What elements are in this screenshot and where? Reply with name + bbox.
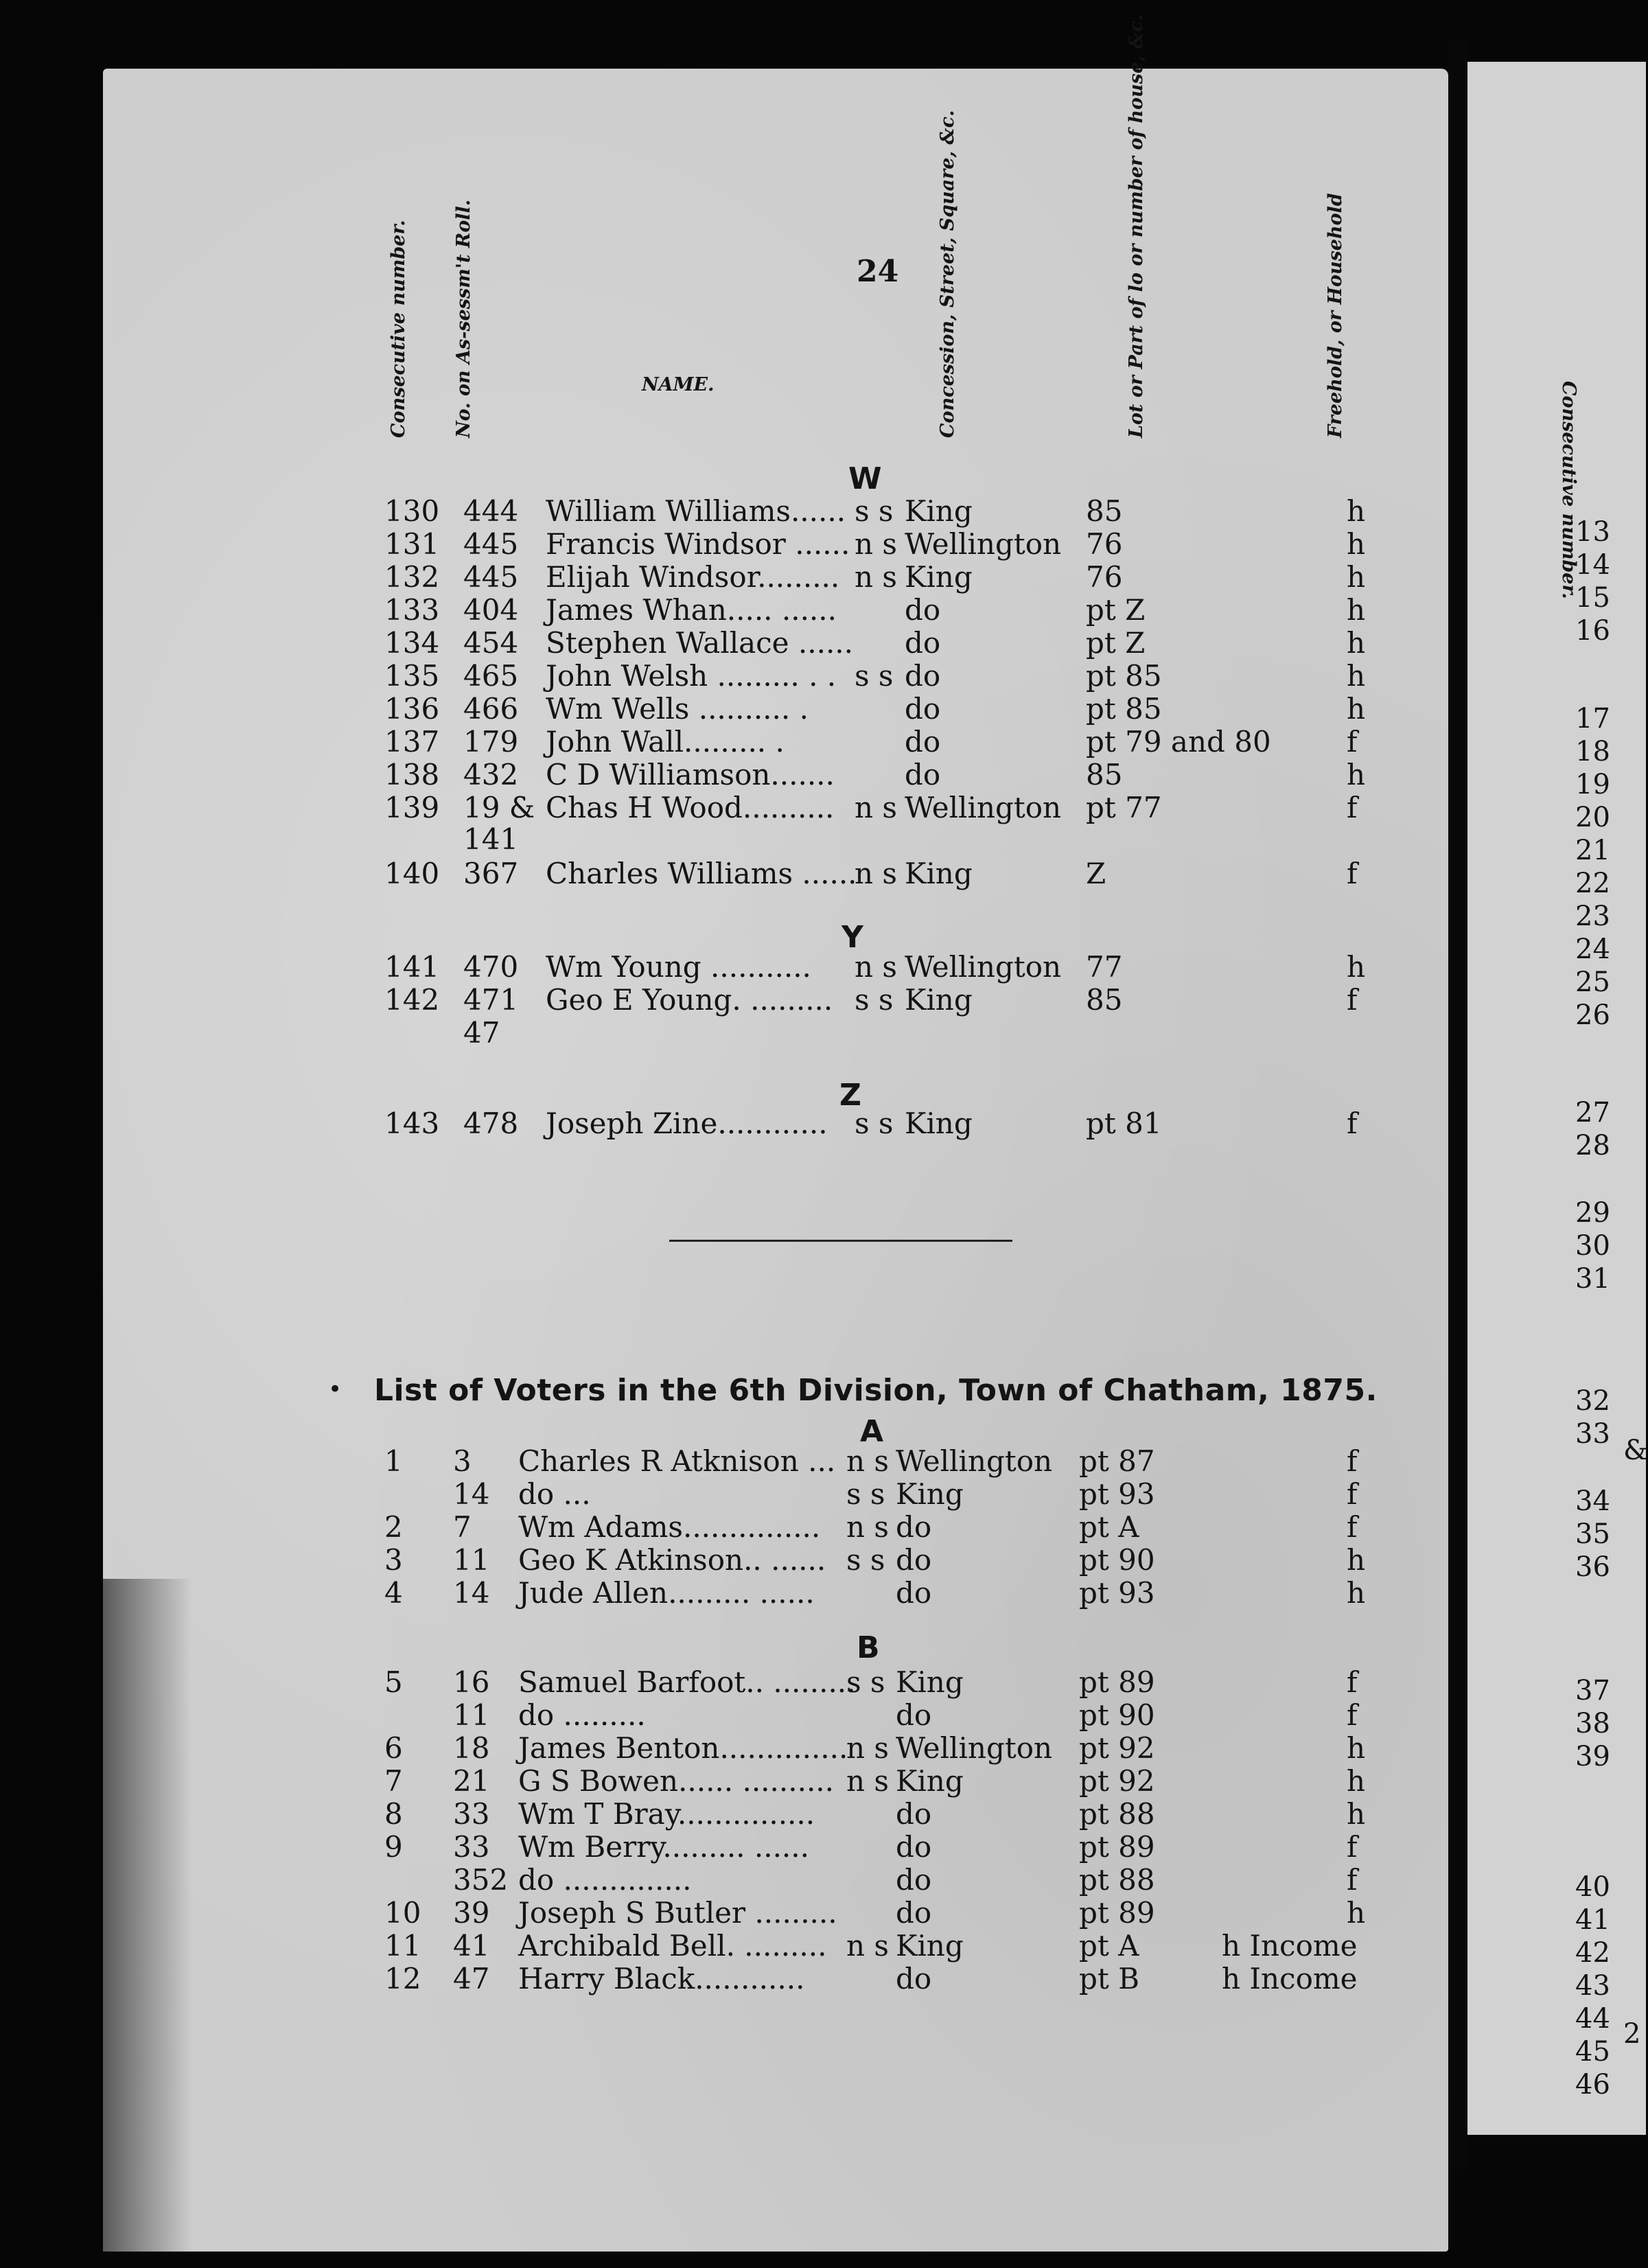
cell-side: n s (846, 1510, 889, 1544)
cell-cons: 142 (384, 983, 440, 1017)
cell-lot: 85 (1086, 983, 1123, 1017)
cell-cons: 136 (384, 692, 440, 726)
cell-lot: pt 77 (1086, 791, 1162, 824)
cell-roll: 454 (463, 626, 519, 660)
cell-roll: 3 (453, 1444, 472, 1478)
cell-fh: f (1347, 725, 1358, 759)
cell-street: do (896, 1543, 932, 1577)
facing-page-number: 19 (1575, 769, 1610, 800)
cell-lot: Z (1086, 857, 1106, 890)
cell-name: Harry Black............ (518, 1962, 805, 1995)
cell-roll: 465 (463, 659, 519, 693)
cell-fh: h Income (1222, 1962, 1358, 1995)
cell-roll: 445 (463, 527, 519, 561)
cell-cons: 138 (384, 758, 440, 791)
cell-side: s s (846, 1543, 885, 1577)
cell-cons: 9 (384, 1830, 403, 1864)
facing-page-number: 40 (1575, 1871, 1610, 1903)
cell-fh: f (1347, 1665, 1358, 1699)
facing-page-number: 28 (1575, 1130, 1610, 1161)
cell-lot: pt B (1079, 1962, 1139, 1995)
cell-street: do (896, 1797, 932, 1831)
cell-cons: 133 (384, 593, 440, 627)
cell-side: n s (855, 950, 897, 984)
cell-side: s s (855, 494, 894, 528)
facing-page-number: 34 (1575, 1485, 1610, 1517)
cell-fh: h (1347, 1764, 1366, 1798)
cell-roll: 466 (463, 692, 519, 726)
cell-roll: 471 (463, 983, 519, 1017)
cell-cons: 7 (384, 1764, 403, 1798)
facing-page-number: 38 (1575, 1708, 1610, 1739)
header-concession (938, 280, 958, 438)
cell-street: do (896, 1510, 932, 1544)
cell-name: C D Williamson....... (546, 758, 835, 791)
cell-fh: h (1347, 1731, 1366, 1765)
cell-name: Wm Berry......... ...... (518, 1830, 809, 1864)
header-roll: No. on As-sessm't Roll. (453, 199, 474, 438)
cell-lot: pt 88 (1079, 1797, 1155, 1831)
facing-page-number: 41 (1575, 1904, 1610, 1936)
cell-side: s s (846, 1665, 885, 1699)
cell-name: James Whan..... ...... (546, 593, 837, 627)
cell-street: do (905, 659, 941, 693)
header-lot (1127, 280, 1146, 438)
section-divider-rule (669, 1240, 1012, 1242)
cell-street: King (896, 1764, 964, 1798)
cell-name: do ... (518, 1477, 591, 1511)
cell-name: do ......... (518, 1698, 646, 1732)
bullet-mark: • (328, 1376, 343, 1403)
cell-name: Archibald Bell. ......... (518, 1929, 827, 1963)
cell-cons: 141 (384, 950, 440, 984)
cell-side: n s (846, 1929, 889, 1963)
cell-street: King (905, 494, 973, 528)
cell-fh: h (1347, 1576, 1366, 1610)
facing-page-number: 22 (1575, 868, 1610, 899)
cell-fh: h (1347, 626, 1366, 660)
facing-page-number: 14 (1575, 549, 1610, 581)
cell-cons: 140 (384, 857, 440, 890)
facing-page-number: 33 (1575, 1418, 1610, 1450)
cell-street: King (896, 1665, 964, 1699)
facing-page-number: 17 (1575, 703, 1610, 734)
cell-roll: 19 & (463, 791, 535, 824)
cell-cons: 139 (384, 791, 440, 824)
cell-name: Joseph S Butler ......... (518, 1896, 837, 1930)
cell-lot: 76 (1086, 560, 1123, 594)
facing-page-number: 27 (1575, 1097, 1610, 1129)
cell-name: Geo E Young. ......... (546, 983, 833, 1017)
cell-side: n s (855, 791, 897, 824)
cell-street: do (896, 1830, 932, 1864)
facing-page-number: 24 (1575, 934, 1610, 965)
cell-fh: h (1347, 494, 1366, 528)
cell-fh: h (1347, 593, 1366, 627)
cell-street: do (896, 1698, 932, 1732)
cell-roll: 47 (463, 1016, 500, 1050)
cell-roll: 11 (453, 1698, 490, 1732)
facing-page-header: Consecutive number. (1558, 381, 1579, 599)
list-title: List of Voters in the 6th Division, Town of Chatham, 1875. (374, 1373, 1378, 1408)
cell-street: King (905, 1107, 973, 1140)
cell-lot: 77 (1086, 950, 1123, 984)
facing-page-number: 44 (1575, 2003, 1610, 2035)
facing-page-number: 21 (1575, 835, 1610, 866)
facing-page-number: 13 (1575, 516, 1610, 548)
cell-fh: h (1347, 1543, 1366, 1577)
cell-roll: 41 (453, 1929, 490, 1963)
section-letter-w: W (848, 461, 882, 496)
cell-roll: 367 (463, 857, 519, 890)
cell-cons: 1 (384, 1444, 403, 1478)
cell-side: s s (855, 1107, 894, 1140)
cell-street: King (896, 1929, 964, 1963)
cell-side: n s (855, 857, 897, 890)
cell-name: Elijah Windsor......... (546, 560, 840, 594)
cell-fh: h (1347, 659, 1366, 693)
cell-cons: 132 (384, 560, 440, 594)
facing-page-number: 30 (1575, 1230, 1610, 1262)
cell-name: Wm Wells .......... . (546, 692, 809, 726)
cell-lot: pt 93 (1079, 1477, 1155, 1511)
cell-cons: 135 (384, 659, 440, 693)
facing-page-edge-mark: & (1623, 1435, 1648, 1466)
facing-page-number: 39 (1575, 1741, 1610, 1772)
cell-street: do (905, 593, 941, 627)
cell-roll: 11 (453, 1543, 490, 1577)
cell-cons: 10 (384, 1896, 421, 1930)
cell-cons: 2 (384, 1510, 403, 1544)
cell-cons: 3 (384, 1543, 403, 1577)
cell-street: Wellington (896, 1731, 1053, 1765)
cell-fh: h (1347, 758, 1366, 791)
cell-name: William Williams...... (546, 494, 846, 528)
cell-roll: 404 (463, 593, 519, 627)
cell-lot: pt 85 (1086, 692, 1162, 726)
cell-name: Jude Allen......... ...... (518, 1576, 815, 1610)
facing-page-number: 46 (1575, 2069, 1610, 2101)
cell-roll: 352 (453, 1863, 509, 1897)
cell-side: s s (855, 983, 894, 1017)
facing-page-number: 26 (1575, 999, 1610, 1031)
cell-roll: 33 (453, 1830, 490, 1864)
cell-cons: 134 (384, 626, 440, 660)
cell-side: s s (855, 659, 894, 693)
cell-side: s s (846, 1477, 885, 1511)
cell-name: Wm Young ........... (546, 950, 811, 984)
section-letter-a: A (860, 1414, 884, 1449)
facing-page-number: 25 (1575, 967, 1610, 998)
cell-fh: f (1347, 1830, 1358, 1864)
cell-name: G S Bowen...... .......... (518, 1764, 834, 1798)
cell-roll: 39 (453, 1896, 490, 1930)
cell-name: do .............. (518, 1863, 692, 1897)
cell-name: James Benton.............. (518, 1731, 848, 1765)
cell-fh: f (1347, 1863, 1358, 1897)
cell-lot: pt 92 (1079, 1764, 1155, 1798)
header-consecutive: Consecutive number. (388, 220, 409, 438)
cell-cons: 137 (384, 725, 440, 759)
cell-roll: 432 (463, 758, 519, 791)
cell-lot: 76 (1086, 527, 1123, 561)
cell-street: King (896, 1477, 964, 1511)
facing-page-number: 23 (1575, 901, 1610, 932)
cell-lot: pt 90 (1079, 1698, 1155, 1732)
cell-roll: 33 (453, 1797, 490, 1831)
cell-fh: h (1347, 1896, 1366, 1930)
cell-lot: pt 92 (1079, 1731, 1155, 1765)
facing-page-number: 36 (1575, 1551, 1610, 1583)
cell-name: Samuel Barfoot.. ......... (518, 1665, 856, 1699)
cell-street: do (905, 692, 941, 726)
cell-street: do (896, 1863, 932, 1897)
facing-page-number: 35 (1575, 1518, 1610, 1550)
cell-roll: 445 (463, 560, 519, 594)
cell-street: King (905, 560, 973, 594)
cell-roll: 478 (463, 1107, 519, 1140)
cell-street: do (896, 1962, 932, 1995)
cell-lot: pt 90 (1079, 1543, 1155, 1577)
cell-roll: 470 (463, 950, 519, 984)
cell-name: Francis Windsor ...... (546, 527, 850, 561)
cell-roll: 18 (453, 1731, 490, 1765)
page-edge-shading (103, 1579, 192, 2252)
cell-roll: 21 (453, 1764, 490, 1798)
cell-side: n s (846, 1444, 889, 1478)
cell-cons: 12 (384, 1962, 421, 1995)
header-name: NAME. (642, 374, 715, 395)
cell-fh: f (1347, 857, 1358, 890)
cell-fh: f (1347, 1698, 1358, 1732)
cell-roll: 47 (453, 1962, 490, 1995)
facing-page-edge-mark: 2 (1623, 2018, 1641, 2050)
cell-fh: f (1347, 1444, 1358, 1478)
facing-page-number: 42 (1575, 1937, 1610, 1969)
cell-lot: 85 (1086, 758, 1123, 791)
cell-cons: 143 (384, 1107, 440, 1140)
cell-cons: 6 (384, 1731, 403, 1765)
cell-side: n s (855, 560, 897, 594)
cell-lot: pt 89 (1079, 1830, 1155, 1864)
cell-name: Charles R Atknison ... (518, 1444, 836, 1478)
cell-cons: 8 (384, 1797, 403, 1831)
facing-page-number: 31 (1575, 1263, 1610, 1295)
cell-fh: h (1347, 950, 1366, 984)
cell-name: Charles Williams ...... (546, 857, 857, 890)
cell-cons: 4 (384, 1576, 403, 1610)
cell-lot: pt A (1079, 1510, 1139, 1544)
cell-fh: h (1347, 527, 1366, 561)
cell-roll: 16 (453, 1665, 490, 1699)
cell-name: Geo K Atkinson.. ...... (518, 1543, 826, 1577)
cell-street: do (905, 758, 941, 791)
cell-lot: pt A (1079, 1929, 1139, 1963)
cell-street: Wellington (896, 1444, 1053, 1478)
cell-lot: pt 93 (1079, 1576, 1155, 1610)
cell-lot: pt 89 (1079, 1896, 1155, 1930)
page-number: 24 (857, 254, 899, 289)
cell-street: Wellington (905, 527, 1062, 561)
section-letter-b: B (857, 1630, 880, 1665)
cell-roll: 141 (463, 822, 519, 856)
facing-page-number: 37 (1575, 1675, 1610, 1706)
cell-side: n s (846, 1764, 889, 1798)
cell-lot: pt 81 (1086, 1107, 1162, 1140)
cell-street: do (896, 1896, 932, 1930)
cell-name: John Wall......... . (546, 725, 785, 759)
cell-name: Stephen Wallace ...... (546, 626, 853, 660)
cell-roll: 444 (463, 494, 519, 528)
facing-page-number: 18 (1575, 736, 1610, 767)
cell-fh: f (1347, 791, 1358, 824)
cell-cons: 11 (384, 1929, 421, 1963)
cell-roll: 179 (463, 725, 519, 759)
cell-fh: f (1347, 1477, 1358, 1511)
facing-page-number: 43 (1575, 1970, 1610, 2002)
cell-street: do (905, 626, 941, 660)
cell-roll: 14 (453, 1576, 490, 1610)
cell-fh: f (1347, 1510, 1358, 1544)
cell-lot: pt Z (1086, 626, 1146, 660)
cell-name: Wm Adams............... (518, 1510, 821, 1544)
cell-roll: 14 (453, 1477, 490, 1511)
book-gutter (1448, 41, 1467, 2169)
facing-page-number: 45 (1575, 2036, 1610, 2068)
facing-page-number: 20 (1575, 802, 1610, 833)
cell-street: Wellington (905, 791, 1062, 824)
cell-name: Joseph Zine............ (546, 1107, 828, 1140)
cell-street: do (896, 1576, 932, 1610)
cell-roll: 7 (453, 1510, 472, 1544)
facing-page-number: 16 (1575, 615, 1610, 647)
cell-cons: 5 (384, 1665, 403, 1699)
cell-lot: pt 89 (1079, 1665, 1155, 1699)
cell-cons: 131 (384, 527, 440, 561)
cell-lot: pt 79 and 80 (1086, 725, 1271, 759)
facing-page-number: 29 (1575, 1197, 1610, 1229)
cell-side: n s (846, 1731, 889, 1765)
cell-fh: h (1347, 692, 1366, 726)
section-letter-y: Y (842, 920, 863, 955)
cell-side: n s (855, 527, 897, 561)
cell-cons: 130 (384, 494, 440, 528)
cell-lot: pt 87 (1079, 1444, 1155, 1478)
header-freehold: Freehold, or Household (1325, 193, 1346, 438)
cell-fh: h (1347, 560, 1366, 594)
cell-fh: f (1347, 983, 1358, 1017)
cell-lot: pt 85 (1086, 659, 1162, 693)
cell-lot: 85 (1086, 494, 1123, 528)
cell-street: King (905, 857, 973, 890)
facing-page (1467, 62, 1646, 2135)
cell-name: Wm T Bray............... (518, 1797, 815, 1831)
cell-name: Chas H Wood.......... (546, 791, 835, 824)
cell-lot: pt Z (1086, 593, 1146, 627)
section-letter-z: Z (839, 1078, 861, 1113)
cell-street: King (905, 983, 973, 1017)
facing-page-number: 32 (1575, 1385, 1610, 1417)
cell-name: John Welsh ......... . . (546, 659, 837, 693)
cell-street: Wellington (905, 950, 1062, 984)
cell-fh: f (1347, 1107, 1358, 1140)
cell-street: do (905, 725, 941, 759)
cell-fh: h (1347, 1797, 1366, 1831)
cell-fh: h Income (1222, 1929, 1358, 1963)
cell-lot: pt 88 (1079, 1863, 1155, 1897)
facing-page-number: 15 (1575, 582, 1610, 614)
